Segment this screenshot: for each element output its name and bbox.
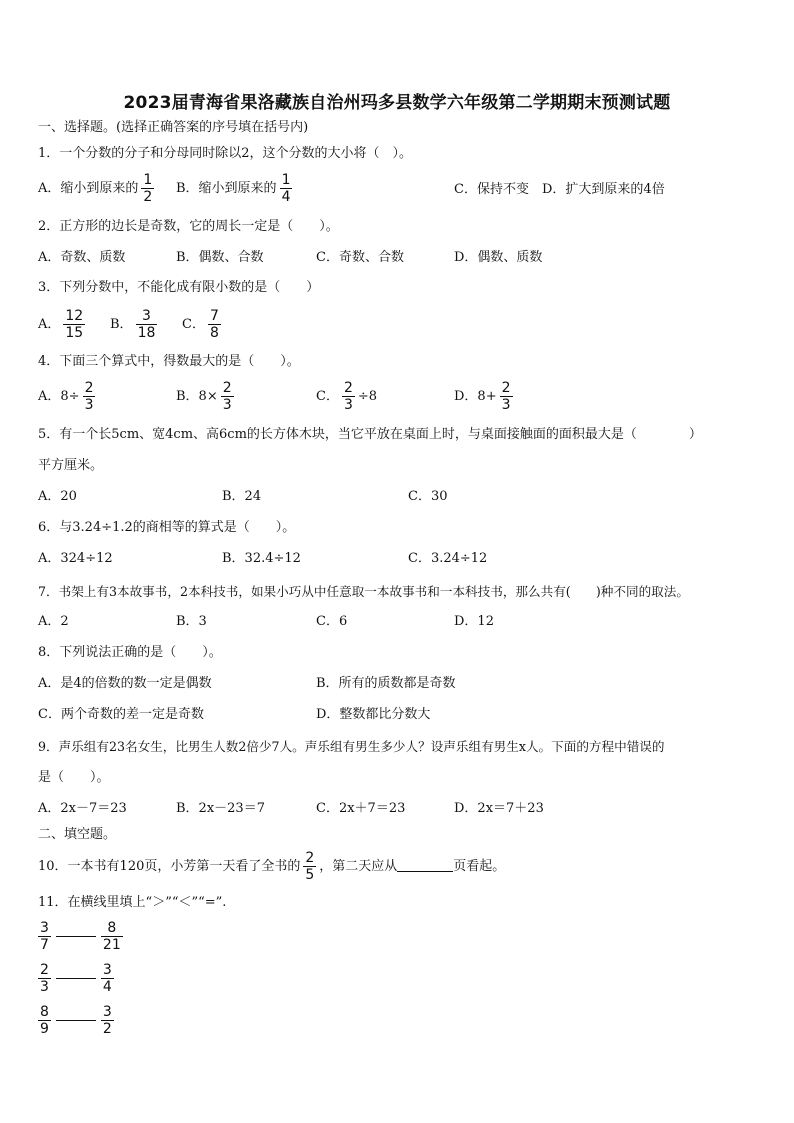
question-9-option-a: A．2x－7＝23 xyxy=(38,801,127,816)
question-9-stem-continued: 是（ ）。 xyxy=(38,770,110,785)
comparison-row xyxy=(38,962,117,995)
question-6-option-a: A．324÷12 xyxy=(38,551,113,566)
fraction: $\frac{1}{2}$ xyxy=(143,172,153,205)
fraction: $\frac{3}{18}$ xyxy=(137,308,156,341)
question-9-stem: 9．声乐组有23名女生，比男生人数2倍少7人。声乐组有男生多少人？设声乐组有男生x人。下面的方程中错误的 xyxy=(38,739,665,754)
answer-blank[interactable] xyxy=(397,857,453,872)
question-3-option-c: C． $\frac{7}{8}$ xyxy=(182,308,219,341)
question-8-option-c: C．两个奇数的差一定是奇数 xyxy=(38,707,204,722)
fraction: $\frac{2}{3}$ xyxy=(40,962,49,995)
question-7-option-d: D．12 xyxy=(454,614,494,629)
question-2-option-d: D．偶数、质数 xyxy=(454,250,543,265)
question-2-stem: 2．正方形的边长是奇数，它的周长一定是（ ）。 xyxy=(38,219,339,234)
answer-blank[interactable] xyxy=(56,936,96,937)
question-3-stem: 3．下列分数中，不能化成有限小数的是（ ） xyxy=(38,280,320,295)
question-4-option-c: C． $\frac{2}{3}$ ÷8 xyxy=(316,380,378,413)
section-choice-heading: 一、选择题。(选择正确答案的序号填在括号内) xyxy=(38,120,309,135)
comparison-row xyxy=(38,1004,117,1037)
fraction: $\frac{12}{15}$ xyxy=(65,308,84,341)
fraction: $\frac{8}{21}$ xyxy=(102,920,121,953)
question-1-option-c: C．保持不变 xyxy=(454,182,529,197)
fraction: $\frac{2}{3}$ xyxy=(84,380,94,413)
fraction: $\frac{3}{7}$ xyxy=(40,920,49,953)
question-7-option-b: B．3 xyxy=(176,614,207,629)
question-1-option-a: A．缩小到原来的 $\frac{1}{2}$ xyxy=(38,172,153,205)
question-4-option-d: D．8+ $\frac{2}{3}$ xyxy=(454,380,511,413)
comparison-row xyxy=(38,920,126,953)
question-5-option-c: C．30 xyxy=(408,489,448,504)
page-title: 2023届青海省果洛藏族自治州玛多县数学六年级第二学期期末预测试题 xyxy=(123,93,671,113)
fraction: $\frac{8}{9}$ xyxy=(40,1004,49,1037)
fraction: $\frac{2}{5}$ xyxy=(305,850,315,883)
question-3-option-b: B． $\frac{3}{18}$ xyxy=(110,308,156,341)
fraction: $\frac{1}{4}$ xyxy=(281,172,291,205)
fraction: $\frac{2}{3}$ xyxy=(343,380,353,413)
answer-blank[interactable] xyxy=(56,978,96,979)
question-8-option-d: D．整数都比分数大 xyxy=(316,707,431,722)
question-8-option-a: A．是4的倍数的数一定是偶数 xyxy=(38,676,212,691)
question-6-stem: 6．与3.24÷1.2的商相等的算式是（ ）。 xyxy=(38,520,296,535)
question-1-option-b: B．缩小到原来的 $\frac{1}{4}$ xyxy=(176,172,291,205)
fraction: $\frac{3}{2}$ xyxy=(102,1004,112,1037)
question-2-option-b: B．偶数、合数 xyxy=(176,250,264,265)
fraction: $\frac{7}{8}$ xyxy=(209,308,219,341)
question-9-option-c: C．2x＋7＝23 xyxy=(316,801,406,816)
question-4-option-a: A．8÷ $\frac{2}{3}$ xyxy=(38,380,94,413)
question-2-option-a: A．奇数、质数 xyxy=(38,250,126,265)
question-7-option-c: C．6 xyxy=(316,614,348,629)
question-9-option-b: B．2x－23＝7 xyxy=(176,801,265,816)
fraction: $\frac{2}{3}$ xyxy=(222,380,232,413)
section-fill-heading: 二、填空题。 xyxy=(38,827,117,842)
question-7-stem: 7．书架上有3本故事书，2本科技书，如果小巧从中任意取一本故事书和一本科技书，那么共有( )种不同的取法。 xyxy=(38,584,689,599)
question-9-option-d: D．2x＝7＋23 xyxy=(454,801,544,816)
question-2-option-c: C．奇数、合数 xyxy=(316,250,404,265)
question-5-option-b: B．24 xyxy=(222,489,262,504)
question-3-option-a: A． $\frac{12}{15}$ xyxy=(38,308,84,341)
question-5-stem-continued: 平方厘米。 xyxy=(38,458,104,473)
question-5-option-a: A．20 xyxy=(38,489,77,504)
question-1-option-d: D．扩大到原来的4倍 xyxy=(542,182,665,197)
question-6-option-b: B．32.4÷12 xyxy=(222,551,301,566)
answer-blank[interactable] xyxy=(56,1020,96,1021)
question-8-stem: 8．下列说法正确的是（ ）。 xyxy=(38,645,222,660)
question-10: 10．一本书有120页，小芳第一天看了全书的 $\frac{2}{5}$ ，第二天应从 页看起。 xyxy=(38,850,506,883)
question-5-stem: 5．有一个长5cm、宽4cm、高6cm的长方体木块，当它平放在桌面上时，与桌面接触面的面积最大是（ ） xyxy=(38,427,702,442)
question-4-stem: 4．下面三个算式中，得数最大的是（ ）。 xyxy=(38,354,300,369)
question-7-option-a: A．2 xyxy=(38,614,69,629)
question-8-option-b: B．所有的质数都是奇数 xyxy=(316,676,456,691)
question-1-stem: 1．一个分数的分子和分母同时除以2，这个分数的大小将（ ）。 xyxy=(38,146,413,161)
question-11-stem: 11．在横线里填上“＞”“＜”“=”. xyxy=(38,895,227,910)
question-4-option-b: B．8× $\frac{2}{3}$ xyxy=(176,380,232,413)
fraction: $\frac{3}{4}$ xyxy=(102,962,112,995)
fraction: $\frac{2}{3}$ xyxy=(501,380,511,413)
question-6-option-c: C．3.24÷12 xyxy=(408,551,488,566)
